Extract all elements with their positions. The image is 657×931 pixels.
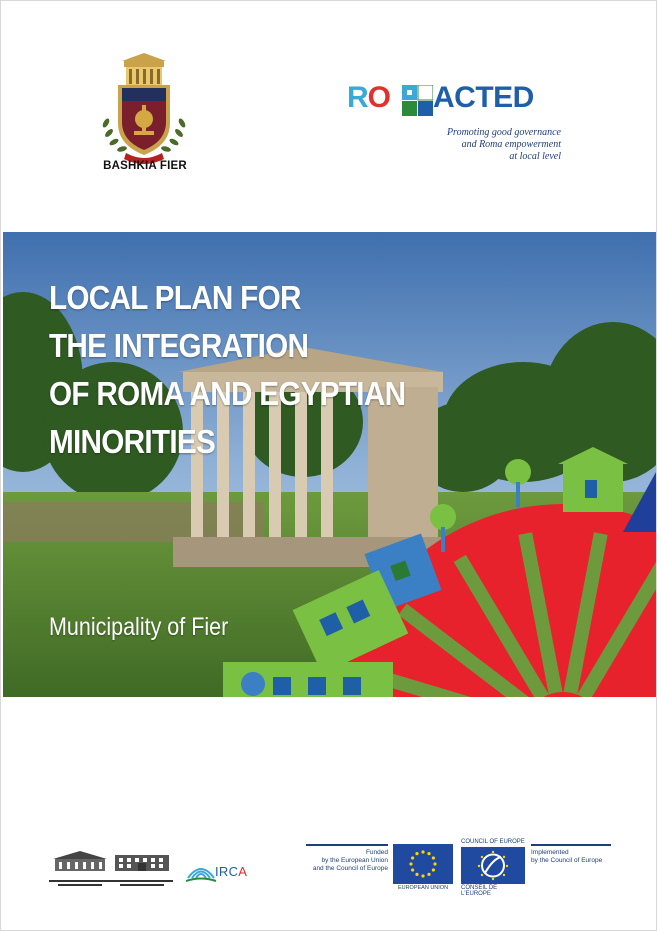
eu-caption: EUROPEAN UNION [397,885,449,891]
fier-logo-caption: BASHKIA FIER [103,160,187,172]
document-subtitle: Municipality of Fier [49,613,229,641]
irca-label: IRCA [215,864,248,879]
title-line-4: MINORITIES [49,423,216,460]
ministry-logo-2 [111,849,173,889]
coe-caption-bottom: CONSEIL DE L'EUROPE [461,885,498,897]
ministry-building-icon [49,849,111,873]
cover-image [3,232,656,697]
coe-caption-top: COUNCIL OF EUROPE [461,839,525,845]
romacted-tagline-3: at local level [509,151,561,162]
implemented-by-caption: Implemented by the Council of Europe [531,844,611,865]
ministry-building-icon [111,849,173,873]
bashkia-fier-coat-of-arms-icon [96,53,192,175]
romacted-grid-icon [402,85,433,116]
ministry-logo-1 [49,849,111,889]
title-line-1: LOCAL PLAN FOR [49,279,301,316]
funded-by-caption: Funded by the European Union and the Council of Europe [306,844,388,873]
romacted-tagline-1: Promoting good governance [446,127,561,138]
romacted-tagline-2: and Roma empowerment [461,139,561,150]
title-line-2: THE INTEGRATION [49,327,309,364]
document-title [49,274,405,466]
council-of-europe-logo-icon [461,847,525,884]
eu-flag-icon [393,844,453,884]
romacted-acted: ACTED [433,81,534,114]
romacted-logo [347,81,567,171]
title-line-3: OF ROMA AND EGYPTIAN [49,375,406,412]
romacted-ro: RO [347,81,391,114]
